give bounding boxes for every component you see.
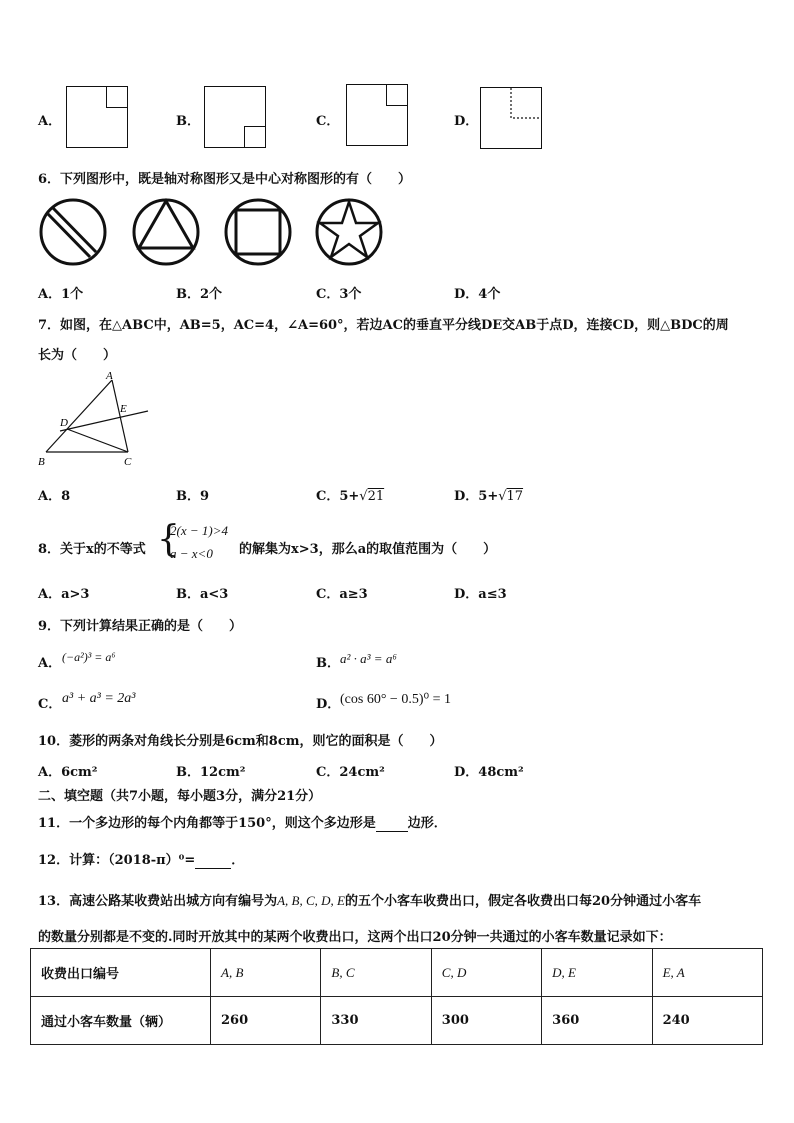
q13-table-pair: A, B — [211, 949, 321, 997]
q10-option-c: C．24cm² — [316, 765, 385, 780]
q6-option-d: D．4个 — [454, 287, 501, 302]
q11-line: 11．一个多边形的每个内角都等于150°，则这个多边形是 边形． — [38, 816, 447, 831]
q7-option-a: A．8 — [38, 489, 71, 504]
q7-label-b: B — [38, 456, 45, 468]
q12-answer-blank[interactable] — [195, 853, 231, 869]
q8-stem-prefix: 8．关于x的不等式 — [38, 542, 146, 557]
q5-figure-d-dotted-corner — [481, 88, 541, 148]
q7-option-d-radicand: 17 — [506, 489, 524, 504]
q7-option-c: C．5+√21 — [316, 489, 385, 504]
q5-figure-b-corner-square — [244, 126, 266, 148]
q9-option-a-label: A． — [38, 656, 62, 671]
q6-option-b: B．2个 — [176, 287, 223, 302]
q12-line: 12．计算：（2018-π）⁰= ． — [38, 853, 245, 868]
q8-system-line1: 2(x − 1)>4 — [170, 523, 228, 538]
q7-stem-line2: 长为（ ） — [38, 348, 117, 363]
q5-figure-c-corner-square — [386, 84, 408, 106]
q10-option-b: B．12cm² — [176, 765, 246, 780]
q9-option-b-label: B． — [316, 656, 340, 671]
q5-option-b-label: B． — [176, 114, 200, 129]
q6-stem: 6．下列图形中，既是轴对称图形又是中心对称图形的有（ ） — [38, 172, 412, 187]
q13-table-header-pairs: 收费出口编号 — [31, 949, 211, 997]
q8-brace: { — [157, 519, 180, 560]
q8-system-line2: a − x<0 — [170, 546, 213, 561]
q13-table-pair: D, E — [542, 949, 652, 997]
q10-option-a: A．6cm² — [38, 765, 98, 780]
q13-table-pair: C, D — [431, 949, 541, 997]
q7-option-d: D．5+√17 — [454, 489, 524, 504]
q7-label-c: C — [124, 456, 132, 468]
q13-table-count: 260 — [211, 997, 321, 1045]
q10-stem: 10．菱形的两条对角线长分别是6cm和8cm，则它的面积是（ ） — [38, 734, 443, 749]
q13-line1: 13．高速公路某收费站出城方向有编号为A, B, C, D, E的五个小客车收费出口，假定各收费出口每20分钟通过小客车 — [38, 893, 702, 909]
q5-option-a-label: A． — [38, 114, 62, 129]
q13-table-row-counts — [31, 997, 763, 1045]
section2-title: 二、填空题（共7小题，每小题3分，满分21分） — [38, 789, 322, 804]
q6-figure-circle-with-square — [226, 200, 290, 264]
q5-figure-c — [346, 84, 408, 146]
q6-option-c: C．3个 — [316, 287, 362, 302]
q7-label-a: A — [106, 370, 113, 382]
q13-table-count: 330 — [321, 997, 431, 1045]
q7-label-d: D — [60, 417, 68, 429]
q7-stem-line1: 7．如图，在△ABC中，AB=5，AC=4，∠A=60°，若边AC的垂直平分线DE交AB于点D，连接CD，则△BDC的周 — [38, 318, 729, 333]
q13-table-count: 360 — [542, 997, 652, 1045]
q13-table-header-counts: 通过小客车数量（辆） — [31, 997, 211, 1045]
q7-label-e: E — [120, 403, 127, 415]
q11-answer-blank[interactable] — [376, 816, 408, 832]
q9-stem: 9．下列计算结果正确的是（ ） — [38, 619, 243, 634]
q9-option-a-expr: (−a²)³ = a⁶ — [62, 650, 116, 664]
q13-line2: 的数量分别都是不变的.同时开放其中的某两个收费出口，这两个出口20分钟一共通过的小客车数量记录如下： — [38, 930, 672, 945]
q6-figure-circle-with-star — [317, 200, 381, 264]
q5-option-d-label: D． — [454, 114, 479, 129]
q5-figure-b — [204, 86, 266, 148]
q8-stem-suffix: 的解集为x>3，那么a的取值范围为（ ） — [239, 542, 497, 557]
q7-option-c-radicand: 21 — [367, 489, 385, 504]
q8-option-d: D．a≤3 — [454, 587, 507, 602]
q5-figure-a — [66, 86, 128, 148]
q9-option-b-expr: a² · a³ = a⁶ — [340, 651, 397, 666]
q13-table-pair: B, C — [321, 949, 431, 997]
q10-option-d: D．48cm² — [454, 765, 524, 780]
q9-option-d-expr: (cos 60° − 0.5)⁰ = 1 — [340, 692, 451, 707]
q5-figure-a-corner-square — [106, 86, 128, 108]
q13-table — [30, 948, 763, 1045]
q13-table-count: 240 — [652, 997, 762, 1045]
q9-option-c-expr: a³ + a³ = 2a³ — [62, 691, 136, 706]
q8-option-a: A．a>3 — [38, 587, 90, 602]
q9-option-d-label: D． — [316, 697, 341, 712]
q13-table-count: 300 — [431, 997, 541, 1045]
q9-option-c-label: C． — [38, 697, 62, 712]
q5-option-c-label: C． — [316, 114, 340, 129]
q8-option-b: B．a<3 — [176, 587, 229, 602]
q8-option-c: C．a≥3 — [316, 587, 368, 602]
q13-table-pair: E, A — [652, 949, 762, 997]
q6-figure-circle-with-band — [41, 200, 105, 264]
q6-figures — [36, 196, 386, 268]
q13-table-row-pairs — [31, 949, 763, 997]
q6-figure-circle-with-triangle — [134, 200, 198, 264]
q5-figure-d — [480, 87, 542, 149]
q6-option-a: A．1个 — [38, 287, 84, 302]
q7-triangle-figure — [36, 368, 152, 470]
q7-option-b: B．9 — [176, 489, 210, 504]
